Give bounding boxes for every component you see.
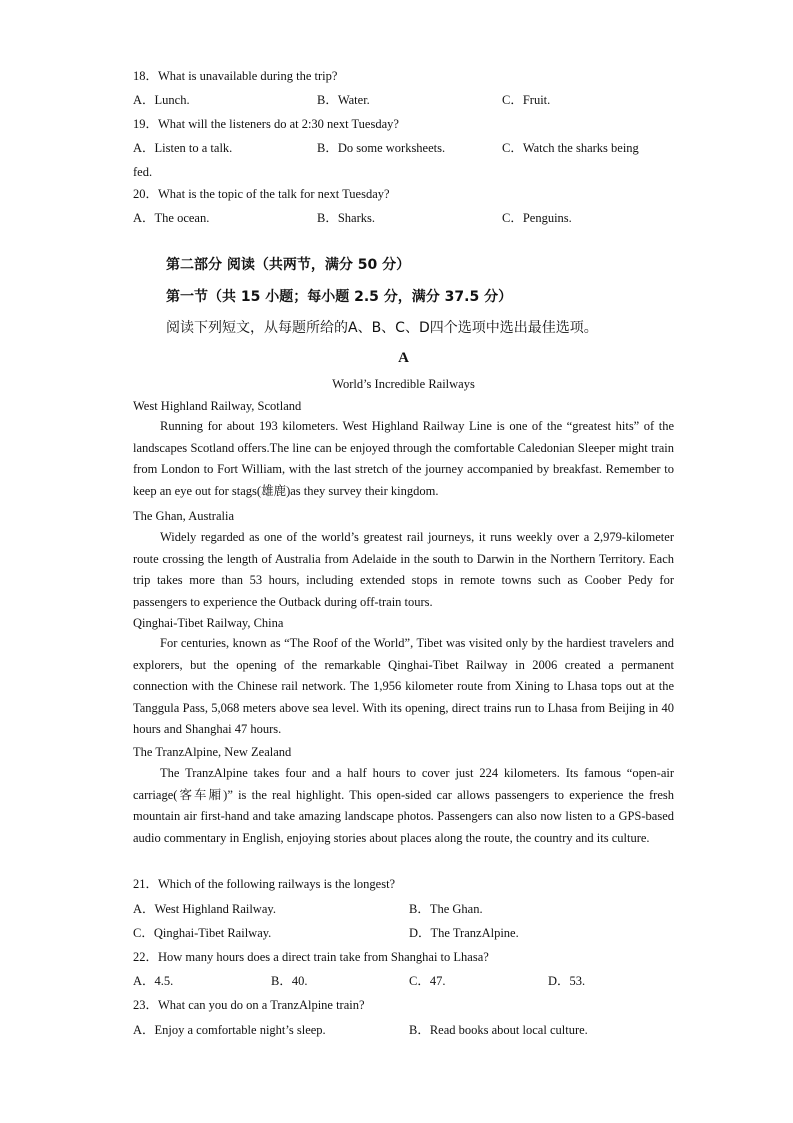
section-heading-west-highland: West Highland Railway, Scotland	[133, 399, 302, 413]
question-22-option-c: C．47.	[409, 974, 446, 988]
section-1-title: 第一节（共 15 小题；每小题 2.5 分，满分 37.5 分）	[166, 289, 513, 305]
question-22-option-b: B．40.	[271, 974, 308, 988]
question-21-option-d: D．The TranzAlpine.	[409, 926, 519, 940]
question-20-option-a: A．The ocean.	[133, 211, 210, 225]
section-heading-qinghai-tibet: Qinghai-Tibet Railway, China	[133, 616, 284, 630]
question-22-stem: 22．How many hours does a direct train take from Shanghai to Lhasa?	[133, 950, 489, 964]
question-20-option-b: B．Sharks.	[317, 211, 375, 225]
question-22-option-d: D．53.	[548, 974, 586, 988]
question-18-option-b: B．Water.	[317, 93, 370, 107]
part-2-title: 第二部分 阅读（共两节，满分 50 分）	[166, 257, 411, 273]
question-20-option-c: C．Penguins.	[502, 211, 572, 225]
question-20-stem: 20．What is the topic of the talk for next Tuesday?	[133, 187, 390, 201]
question-18-option-c: C．Fruit.	[502, 93, 551, 107]
question-18-option-a: A．Lunch.	[133, 93, 190, 107]
question-23-stem: 23．What can you do on a TranzAlpine train?	[133, 998, 365, 1012]
section-heading-tranzalpine: The TranzAlpine, New Zealand	[133, 745, 292, 759]
question-21-option-a: A．West Highland Railway.	[133, 902, 276, 916]
passage-title: World’s Incredible Railways	[332, 377, 475, 391]
paragraph-west-highland: Running for about 193 kilometers. West Highland Railway Line is one of the “greatest hits” of the landscapes Scotland offers.The line can be enjoyed through the comfortable Caledonian Sleeper might train from London to Fort William, with the last stretch of the journey accompanied by breakfast. Remember to keep an eye out for stags(雄鹿)as they survey their kingdom.	[133, 419, 674, 498]
section-heading-the-ghan: The Ghan, Australia	[133, 509, 235, 523]
question-21-stem: 21．Which of the following railways is the longest?	[133, 877, 396, 891]
paragraph-the-ghan: Widely regarded as one of the world’s greatest rail journeys, it runs weekly over a 2,979-kilometer route crossing the length of Australia from Adelaide in the south to Darwin in the Northern Territory. Each trip takes more than 53 hours, including extended stops in remote towns such as Coober Pedy for passengers to experience the Outback during off-train tours.	[133, 530, 674, 609]
question-19-option-a: A．Listen to a talk.	[133, 141, 233, 155]
question-21-option-b: B．The Ghan.	[409, 902, 483, 916]
question-19-option-c-continued: fed.	[133, 165, 153, 179]
paragraph-tranzalpine: The TranzAlpine takes four and a half hours to cover just 224 kilometers. Its famous “open-air carriage(客车厢)” is the real highlight. This open-sided car allows passengers to experience the fresh mountain air first-hand and take amazing landscape photos. Passengers can also now listen to a GPS-based audio commentary in English, enjoying stories about places along the route, the country and its culture.	[133, 766, 674, 845]
question-18-stem: 18．What is unavailable during the trip?	[133, 69, 338, 83]
question-22-option-a: A．4.5.	[133, 974, 174, 988]
question-19-option-c: C．Watch the sharks being	[502, 141, 639, 155]
question-21-option-c: C．Qinghai-Tibet Railway.	[133, 926, 272, 940]
reading-instruction: 阅读下列短文，从每题所给的A、B、C、D四个选项中选出最佳选项。	[166, 320, 598, 336]
question-23-option-a: A．Enjoy a comfortable night’s sleep.	[133, 1023, 326, 1037]
passage-letter: A	[398, 350, 409, 366]
question-23-option-b: B．Read books about local culture.	[409, 1023, 588, 1037]
question-19-option-b: B．Do some worksheets.	[317, 141, 446, 155]
paragraph-qinghai-tibet: For centuries, known as “The Roof of the World”, Tibet was visited only by the hardiest travelers and explorers, but the opening of the remarkable Qinghai-Tibet Railway in 2006 created a permanent connection with the Chinese rail network. The 1,956 kilometer route from Xining to Lhasa tops out at the Tanggula Pass, 5,068 meters above sea level. With its opening, direct trains run to Lhasa from Beijing in 40 hours and Shanghai 47 hours.	[133, 636, 674, 737]
question-19-stem: 19．What will the listeners do at 2:30 next Tuesday?	[133, 117, 399, 131]
